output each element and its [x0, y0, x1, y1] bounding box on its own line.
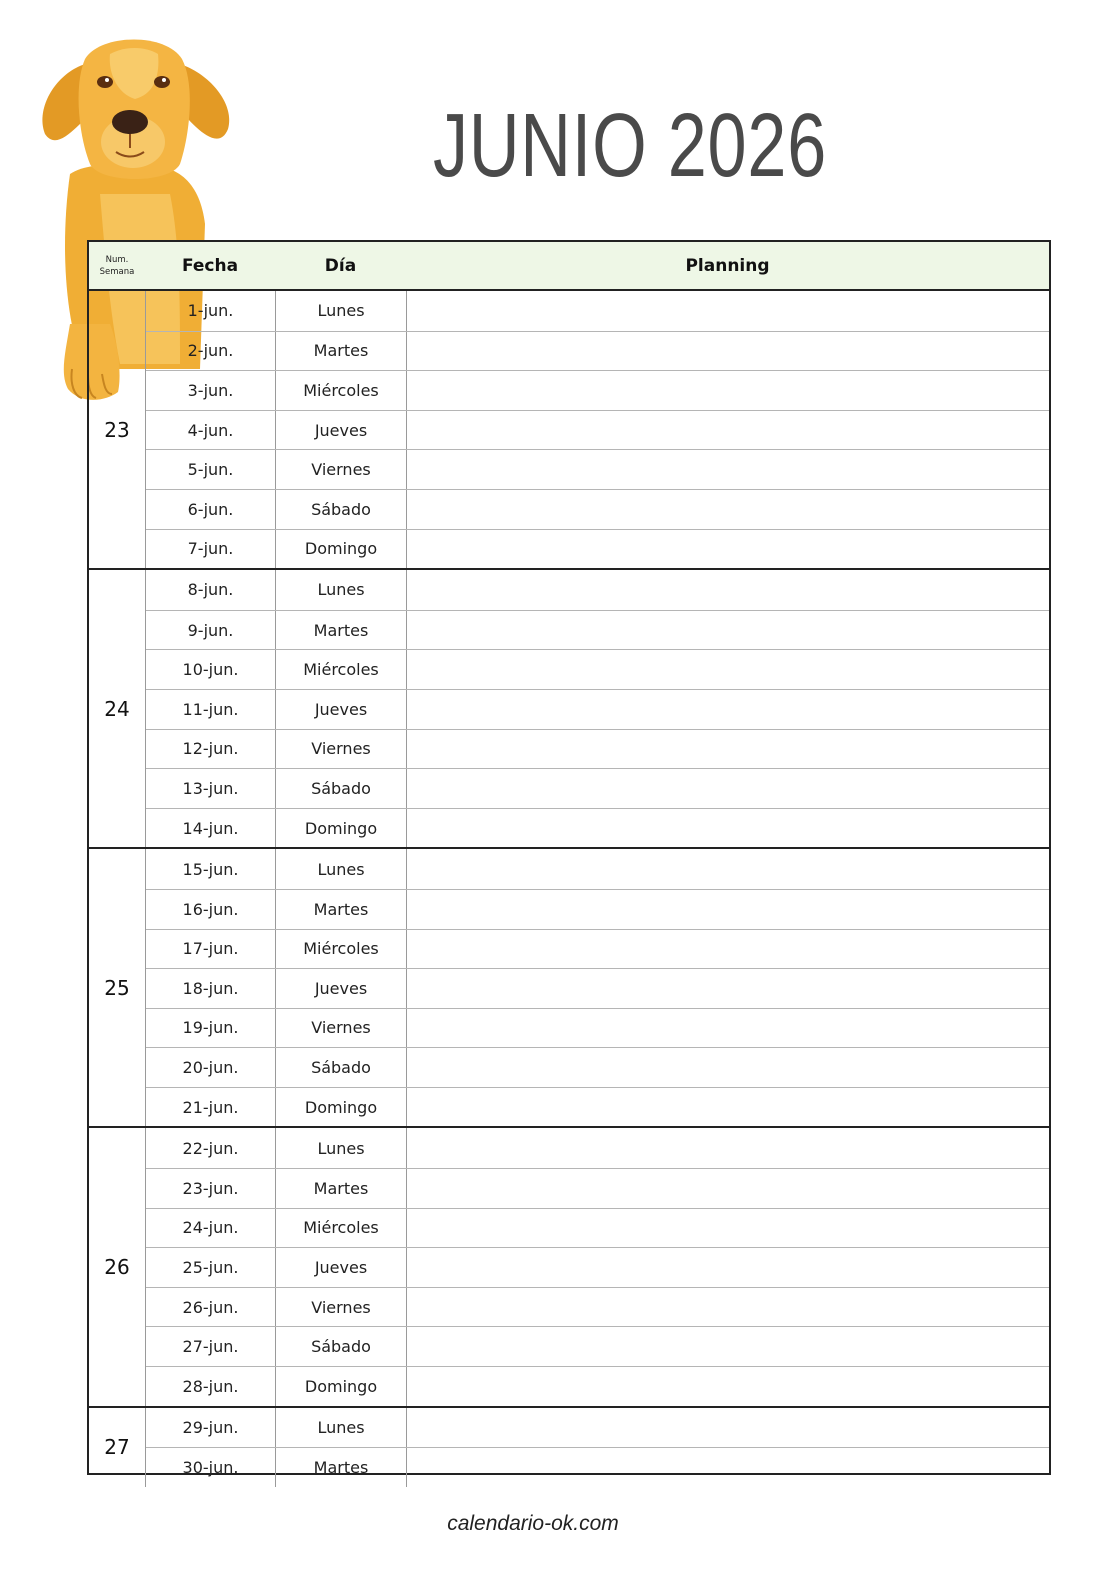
- planning-cell[interactable]: [407, 650, 1049, 689]
- week-number: 25: [89, 849, 146, 1126]
- date-cell: 25-jun.: [146, 1248, 276, 1287]
- table-row: [146, 1047, 1049, 1087]
- weekday-cell: Miércoles: [276, 1209, 407, 1248]
- weekday-cell: Domingo: [276, 809, 407, 848]
- table-row: [146, 1326, 1049, 1366]
- table-row: [146, 649, 1049, 689]
- weekday-cell: Domingo: [276, 1367, 407, 1406]
- table-row: [146, 1008, 1049, 1048]
- weekday-cell: Domingo: [276, 1088, 407, 1127]
- planning-cell[interactable]: [407, 1128, 1049, 1168]
- date-cell: 2-jun.: [146, 332, 276, 371]
- weekday-cell: Martes: [276, 611, 407, 650]
- date-cell: 20-jun.: [146, 1048, 276, 1087]
- date-cell: 30-jun.: [146, 1448, 276, 1487]
- weekday-cell: Martes: [276, 890, 407, 929]
- table-row: [146, 610, 1049, 650]
- table-row: [146, 1128, 1049, 1168]
- weekday-cell: Miércoles: [276, 650, 407, 689]
- date-cell: 9-jun.: [146, 611, 276, 650]
- week-number: 23: [89, 291, 146, 568]
- planning-cell[interactable]: [407, 1327, 1049, 1366]
- table-row: [146, 729, 1049, 769]
- planning-cell[interactable]: [407, 1288, 1049, 1327]
- table-row: [146, 489, 1049, 529]
- date-cell: 6-jun.: [146, 490, 276, 529]
- date-cell: 26-jun.: [146, 1288, 276, 1327]
- date-cell: 15-jun.: [146, 849, 276, 889]
- week-group: [89, 568, 1049, 847]
- table-row: [146, 331, 1049, 371]
- planning-cell[interactable]: [407, 490, 1049, 529]
- table-row: [146, 370, 1049, 410]
- table-row: [146, 768, 1049, 808]
- planning-cell[interactable]: [407, 890, 1049, 929]
- table-row: [146, 689, 1049, 729]
- planning-cell[interactable]: [407, 1408, 1049, 1448]
- table-row: [146, 570, 1049, 610]
- planning-cell[interactable]: [407, 1248, 1049, 1287]
- table-row: [146, 1168, 1049, 1208]
- planning-cell[interactable]: [407, 1209, 1049, 1248]
- date-cell: 8-jun.: [146, 570, 276, 610]
- week-number: 27: [89, 1408, 146, 1487]
- planning-cell[interactable]: [407, 332, 1049, 371]
- table-row: [146, 1408, 1049, 1448]
- table-row: [146, 449, 1049, 489]
- table-row: [146, 1208, 1049, 1248]
- weekday-cell: Martes: [276, 1169, 407, 1208]
- week-group: [89, 1406, 1049, 1487]
- date-cell: 17-jun.: [146, 930, 276, 969]
- date-cell: 1-jun.: [146, 291, 276, 331]
- table-row: [146, 808, 1049, 848]
- header-dia: Día: [324, 255, 357, 276]
- planning-cell[interactable]: [407, 1088, 1049, 1127]
- table-row: [146, 849, 1049, 889]
- header-planning: Planning: [685, 255, 770, 276]
- date-cell: 10-jun.: [146, 650, 276, 689]
- weekday-cell: Jueves: [276, 411, 407, 450]
- table-row: [146, 1287, 1049, 1327]
- date-cell: 12-jun.: [146, 730, 276, 769]
- weekday-cell: Viernes: [276, 1009, 407, 1048]
- page-title: JUNIO 2026: [432, 96, 828, 196]
- planning-cell[interactable]: [407, 930, 1049, 969]
- table-row: [146, 1447, 1049, 1487]
- planning-cell[interactable]: [407, 1169, 1049, 1208]
- planning-cell[interactable]: [407, 849, 1049, 889]
- planning-cell[interactable]: [407, 450, 1049, 489]
- weekday-cell: Viernes: [276, 730, 407, 769]
- weekday-cell: Sábado: [276, 1327, 407, 1366]
- weekday-cell: Sábado: [276, 769, 407, 808]
- date-cell: 22-jun.: [146, 1128, 276, 1168]
- date-cell: 23-jun.: [146, 1169, 276, 1208]
- table-body: [89, 291, 1049, 1478]
- weekday-cell: Jueves: [276, 1248, 407, 1287]
- planning-cell[interactable]: [407, 1048, 1049, 1087]
- weekday-cell: Jueves: [276, 690, 407, 729]
- date-cell: 29-jun.: [146, 1408, 276, 1448]
- date-cell: 11-jun.: [146, 690, 276, 729]
- date-cell: 18-jun.: [146, 969, 276, 1008]
- date-cell: 13-jun.: [146, 769, 276, 808]
- table-row: [146, 929, 1049, 969]
- planning-cell[interactable]: [407, 371, 1049, 410]
- date-cell: 16-jun.: [146, 890, 276, 929]
- date-cell: 24-jun.: [146, 1209, 276, 1248]
- planning-cell[interactable]: [407, 291, 1049, 331]
- weekday-cell: Miércoles: [276, 930, 407, 969]
- weekday-cell: Martes: [276, 332, 407, 371]
- date-cell: 27-jun.: [146, 1327, 276, 1366]
- table-row: [146, 291, 1049, 331]
- date-cell: 4-jun.: [146, 411, 276, 450]
- date-cell: 14-jun.: [146, 809, 276, 848]
- footer-site: calendario-ok.com: [447, 1512, 619, 1535]
- planning-cell[interactable]: [407, 411, 1049, 450]
- weekday-cell: Martes: [276, 1448, 407, 1487]
- weekday-cell: Lunes: [276, 1408, 407, 1448]
- planning-cell[interactable]: [407, 530, 1049, 569]
- date-cell: 21-jun.: [146, 1088, 276, 1127]
- header-fecha: Fecha: [181, 255, 239, 276]
- planning-cell[interactable]: [407, 690, 1049, 729]
- weekday-cell: Lunes: [276, 570, 407, 610]
- planning-cell[interactable]: [407, 1367, 1049, 1406]
- planning-cell[interactable]: [407, 969, 1049, 1008]
- table-row: [146, 1366, 1049, 1406]
- weekday-cell: Lunes: [276, 1128, 407, 1168]
- week-group: [89, 291, 1049, 568]
- week-number: 24: [89, 570, 146, 847]
- date-cell: 5-jun.: [146, 450, 276, 489]
- planning-cell[interactable]: [407, 570, 1049, 610]
- header-week-number: Num. Semana: [99, 254, 135, 277]
- date-cell: 28-jun.: [146, 1367, 276, 1406]
- weekday-cell: Lunes: [276, 291, 407, 331]
- date-cell: 3-jun.: [146, 371, 276, 410]
- week-group: [89, 1126, 1049, 1405]
- planning-cell[interactable]: [407, 1009, 1049, 1048]
- date-cell: 7-jun.: [146, 530, 276, 569]
- planning-cell[interactable]: [407, 809, 1049, 848]
- weekday-cell: Miércoles: [276, 371, 407, 410]
- table-header: [89, 242, 1049, 291]
- weekday-cell: Sábado: [276, 490, 407, 529]
- table-row: [146, 1087, 1049, 1127]
- planner-table: [87, 240, 1051, 1478]
- table-row: [146, 410, 1049, 450]
- table-row: [146, 889, 1049, 929]
- date-cell: 19-jun.: [146, 1009, 276, 1048]
- table-row: [146, 968, 1049, 1008]
- week-number: 26: [89, 1128, 146, 1405]
- planning-cell[interactable]: [407, 730, 1049, 769]
- weekday-cell: Viernes: [276, 1288, 407, 1327]
- weekday-cell: Lunes: [276, 849, 407, 889]
- weekday-cell: Jueves: [276, 969, 407, 1008]
- weekday-cell: Domingo: [276, 530, 407, 569]
- weekday-cell: Viernes: [276, 450, 407, 489]
- planning-cell[interactable]: [407, 1448, 1049, 1487]
- table-row: [146, 529, 1049, 569]
- week-group: [89, 847, 1049, 1126]
- planning-cell[interactable]: [407, 611, 1049, 650]
- planning-cell[interactable]: [407, 769, 1049, 808]
- table-row: [146, 1247, 1049, 1287]
- weekday-cell: Sábado: [276, 1048, 407, 1087]
